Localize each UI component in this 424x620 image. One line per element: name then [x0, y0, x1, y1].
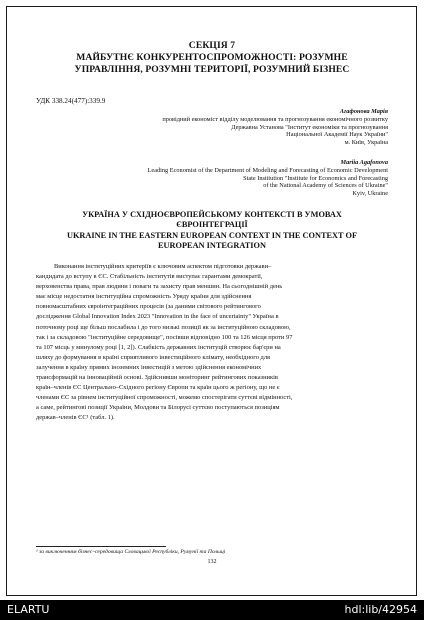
- body-line: Виконання інституційних критеріїв є ключовим аспектом підготовки держави–: [54, 263, 272, 270]
- body-line: повномасштабних євроінтеграційних процесів (за даними світового рейтингового: [36, 303, 261, 311]
- body-line: держав–членів ЄС¹ (табл. 1).: [36, 414, 115, 422]
- body-line: та 107 місць у минулому році [1, 2]). Слабкість державних інституцій створює бар'єри на: [36, 343, 281, 351]
- page-number: 132: [207, 559, 217, 565]
- author-en: [68, 159, 388, 198]
- body-line: а саме, рейтингові позиції України, Молдови та Білорусі суттєво поступаються позиціям: [36, 404, 280, 412]
- body-line: має місце недостатня інституційна спроможність Уряду країни для здійснення: [36, 293, 252, 301]
- body-line: верховенства права, прав людини і поваги та захисту прав меншин. На сьогоднішній день: [36, 283, 283, 291]
- footnote: ¹ за виключенням бізнес–середовища Словацької Республіки, Румунії та Польщі: [36, 549, 226, 555]
- section-heading-line2: УПРАВЛІННЯ, РОЗУМНІ ТЕРИТОРІЇ, РОЗУМНИЙ БІЗНЕС: [74, 64, 350, 75]
- udk-code: УДК 338.24(477):339.9: [36, 97, 106, 105]
- author-ua: [68, 108, 388, 147]
- article-title-ua-line2: ЄВРОІНТЕГРАЦІЇ: [176, 220, 248, 230]
- body-line: так і за складовою "інституційне середовище", посівши відповідно 100 та 126 місця проти 97: [36, 333, 293, 341]
- body-line: залучення в країну прямих іноземних інвестицій з метою здійснення економічних: [36, 363, 262, 371]
- section-heading-line1: МАЙБУТНЄ КОНКУРЕНТОСПРОМОЖНОСТІ: РОЗУМНЕ: [76, 52, 348, 63]
- body-line: поточному році ще більш послабила і до того низькі позиції як за інституційною складовою,: [36, 323, 291, 331]
- body-line: трансформацій на інноваційній основі. Здійснивши моніторинг рейтингових показників: [36, 374, 278, 382]
- author-ua-position: провідний економіст відділу моделювання та прогнозування економічного розвитку: [162, 115, 388, 123]
- author-en-institution: State Institution "Institute for Economics and Forecasting: [243, 174, 388, 182]
- body-line: дослідження Global Innovation Index 2023 "Innovation in the face of uncertainty" Україна в: [36, 313, 279, 321]
- article-title: [40, 210, 384, 252]
- author-en-position: Leading Economist of the Department of Modeling and Forecasting of Economic Development: [147, 166, 388, 174]
- body-paragraph: [36, 262, 388, 424]
- section-number: СЕКЦІЯ 7: [188, 40, 236, 51]
- body-line: шляху до формування в країні сприятливого інвестиційного клімату, необхідного для: [36, 353, 270, 361]
- section-title: [0, 40, 424, 76]
- author-ua-institution-2: Національної Академії Наук України": [286, 131, 388, 139]
- article-title-ua-line1: УКРАЇНА У СХІДНОЄВРОПЕЙСЬКОМУ КОНТЕКСТІ В УМОВАХ: [82, 210, 342, 219]
- body-line: членами ЄС за рівнем інституційної спроможності, можемо спостерігати суттєві відмінності,: [36, 394, 293, 402]
- author-ua-institution: Державна Установа "Інститут економіки та прогнозування: [231, 123, 388, 131]
- footnote-divider: [36, 546, 166, 547]
- repository-footer-bar: [0, 600, 424, 620]
- author-en-institution-2: of the National Academy of Sciences of Ukraine": [263, 182, 388, 190]
- article-title-en-line1: UKRAINE IN THE EASTERN EUROPEAN CONTEXT IN THE CONTEXT OF: [66, 230, 358, 240]
- body-line: країн–членів ЄС Центрально–Східного регіону Європи та країн цього ж регіону, що не є: [36, 384, 280, 392]
- author-ua-city: м. Київ, Україна: [344, 139, 388, 147]
- body-line: кандидата до вступу в ЄС. Стабільність інститутів виступає гарантами демократії,: [36, 273, 263, 281]
- author-ua-name: Агафонова Марія: [339, 108, 388, 115]
- author-en-city: Kyiv, Ukraine: [352, 190, 388, 198]
- author-en-name: Mariia Agafonova: [340, 159, 388, 166]
- article-title-en-line2: EUROPEAN INTEGRATION: [158, 241, 266, 251]
- handle-identifier[interactable]: hdl:lib/42954: [344, 603, 417, 616]
- repository-name: ELARTU: [7, 603, 50, 616]
